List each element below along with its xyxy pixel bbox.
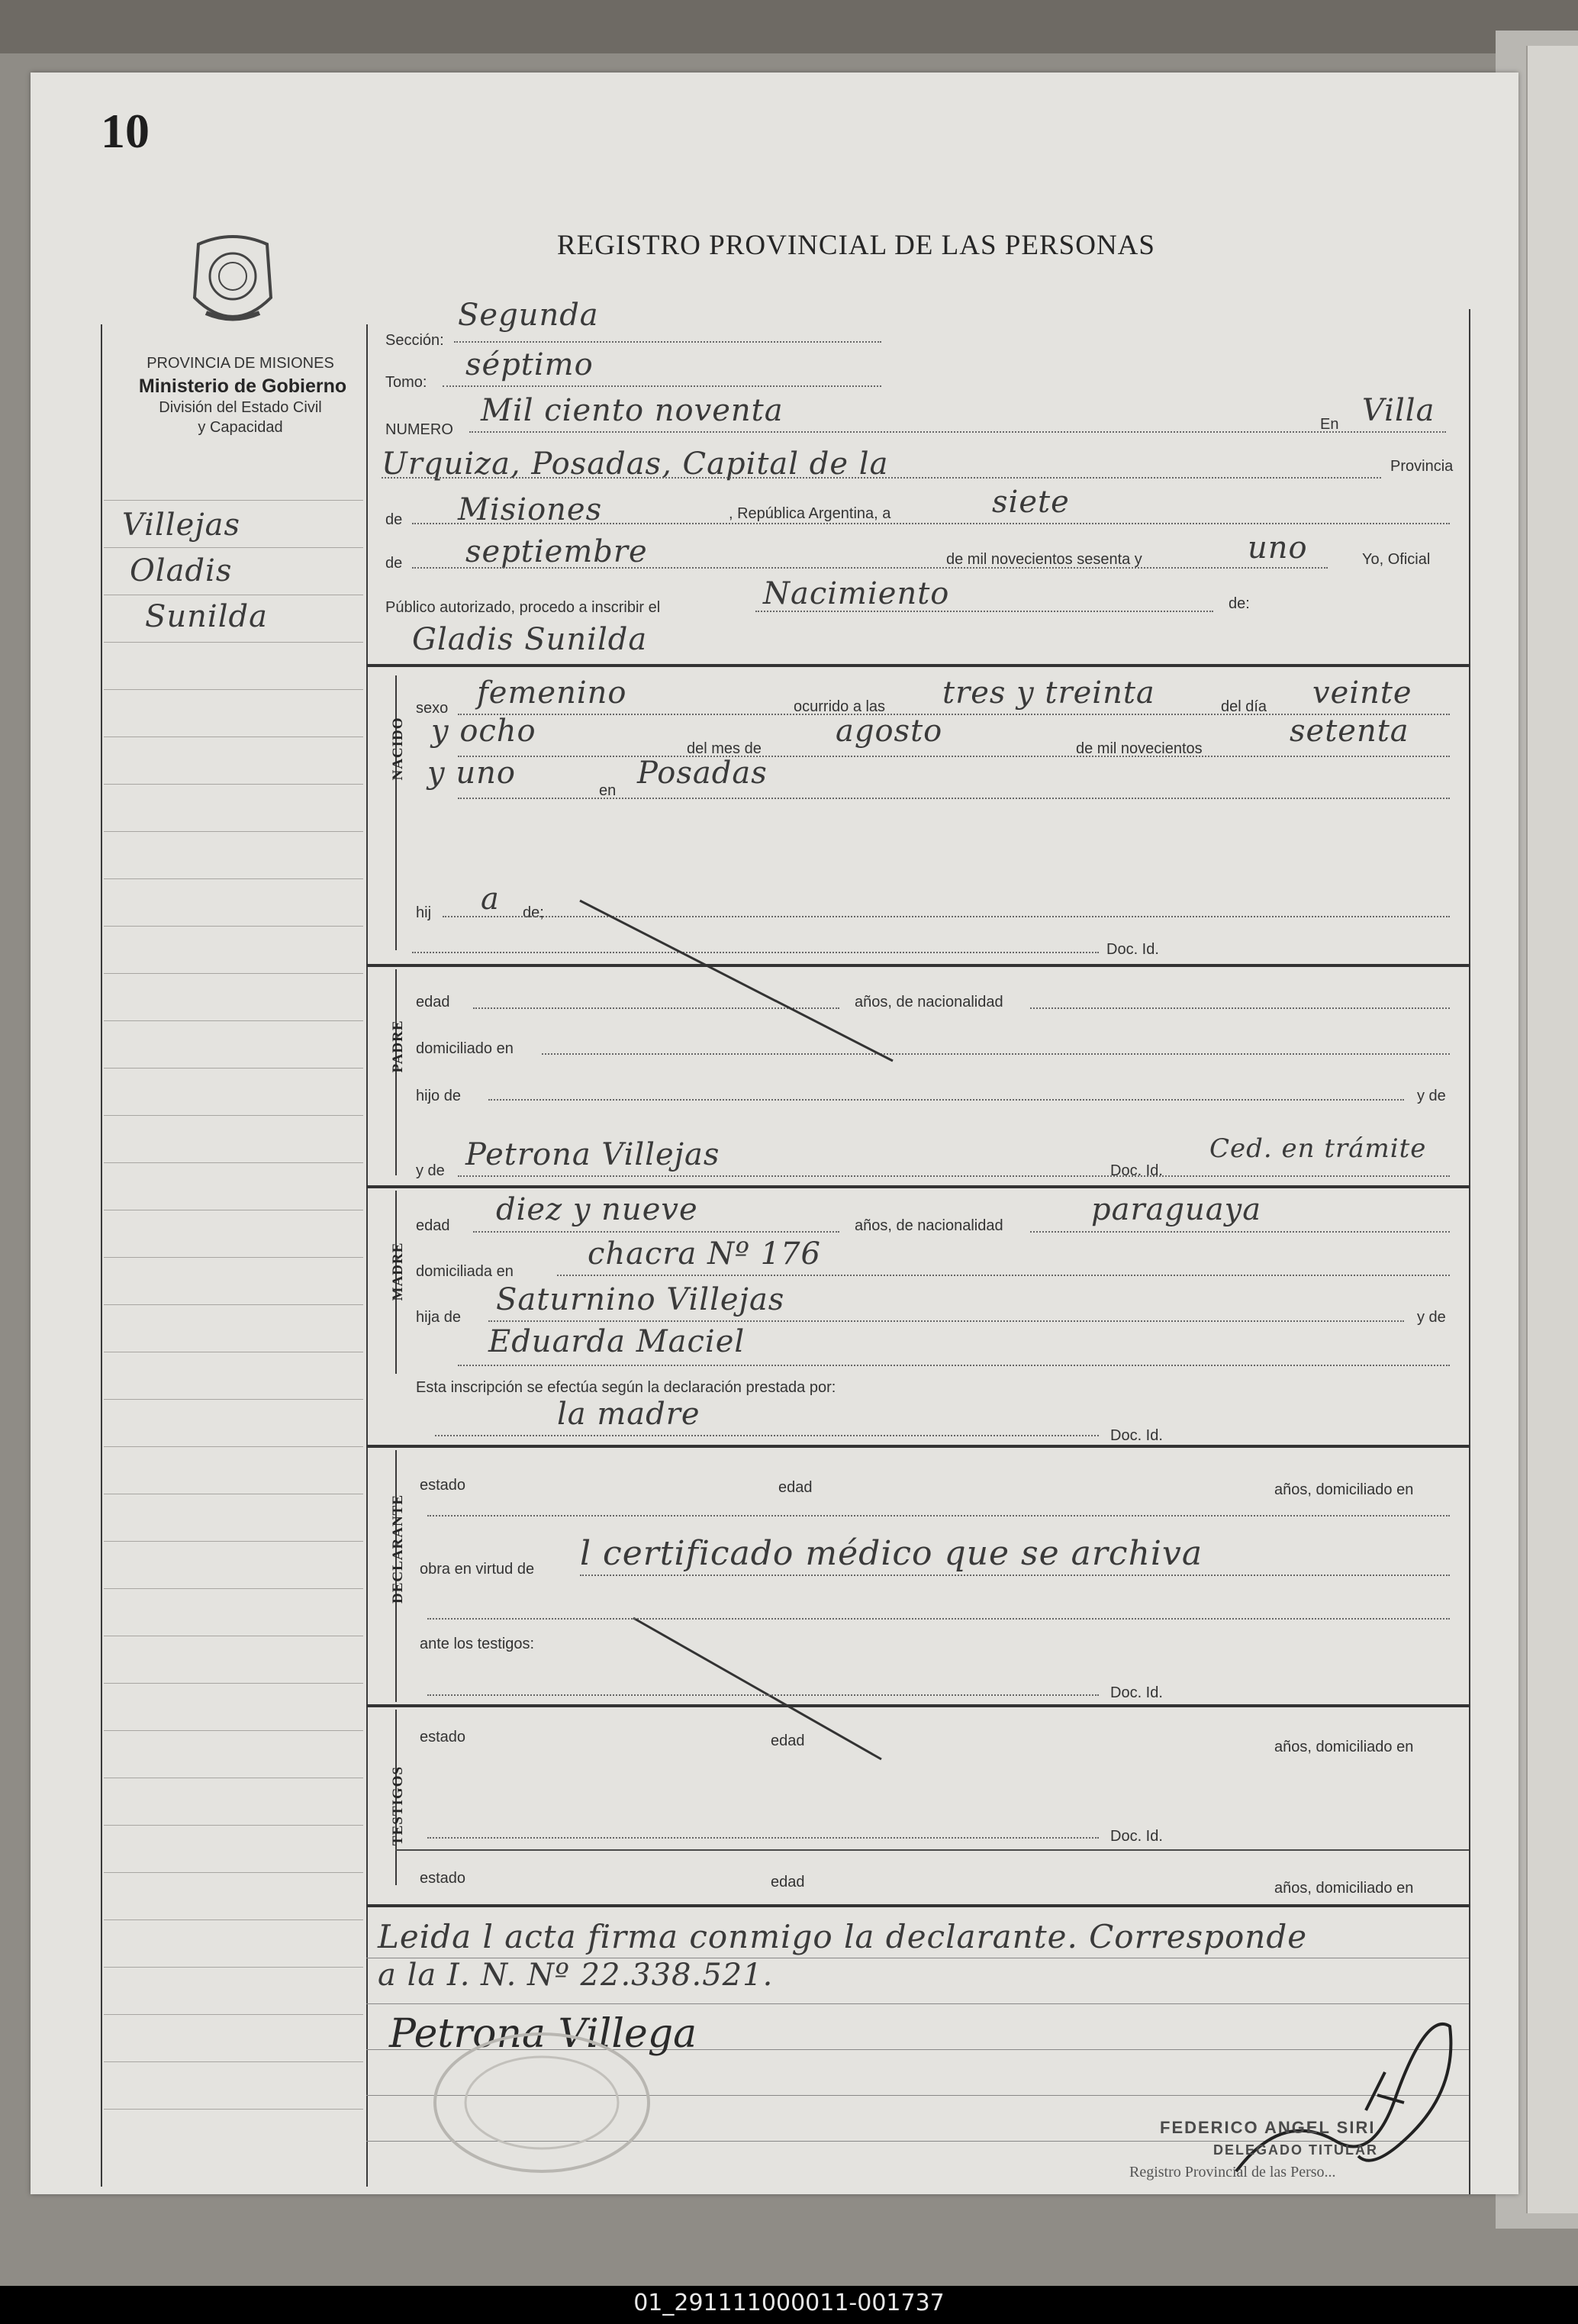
label-edad-madre: edad: [416, 1217, 450, 1234]
label-publico: Público autorizado, procedo a inscribir el: [385, 599, 661, 616]
label-inscripcion: Esta inscripción se efectúa según la declaración prestada por:: [416, 1379, 836, 1396]
label-estado-testigo-1: estado: [420, 1729, 466, 1745]
official-seal-icon: [427, 2026, 656, 2179]
label-numero: NUMERO: [385, 421, 453, 438]
header-province: PROVINCIA DE MISIONES: [147, 355, 334, 372]
dots-nac-madre: [1030, 1231, 1450, 1233]
stamp-name: FEDERICO ANGEL SIRI: [1160, 2118, 1376, 2137]
value-nombre: Gladis Sunilda: [412, 622, 648, 657]
label-hij: hij: [416, 904, 432, 921]
dots-estado-declarante: [427, 1515, 1450, 1517]
label-edad-testigo-1: edad: [771, 1733, 805, 1749]
page-number: 10: [101, 104, 150, 158]
label-domiciliado-padre: domiciliado en: [416, 1040, 514, 1057]
value-anio-nac-2: y uno: [427, 756, 516, 791]
dots-hija-de: [488, 1320, 1404, 1322]
value-hora: tres y treinta: [942, 675, 1155, 711]
label-de-mil: de mil novecientos sesenta y: [946, 551, 1142, 568]
value-tomo: séptimo: [465, 347, 594, 382]
value-seccion: Segunda: [458, 298, 599, 333]
dots-madre-nombre: [458, 1175, 1450, 1177]
value-dia-nac-2: y ocho: [431, 714, 536, 749]
dots-dom-madre: [557, 1275, 1450, 1276]
value-mes-nac: agosto: [836, 714, 943, 749]
value-nota-1: Leida l acta firma conmigo la declarante. Corresponde: [378, 1918, 1308, 1955]
label-hija-de: hija de: [416, 1309, 461, 1326]
value-madre-nac: paraguaya: [1091, 1192, 1262, 1227]
header-division-2: y Capacidad: [198, 419, 283, 436]
rule-testigo-1: [395, 1849, 1469, 1851]
label-de-1: de: [385, 511, 403, 528]
margin-note-name-2: Sunilda: [145, 599, 268, 634]
rule-declarante: [366, 1704, 1469, 1707]
value-obra: l certificado médico que se archiva: [580, 1534, 1203, 1573]
value-provincia: Misiones: [458, 492, 603, 527]
binding-shadow: [0, 0, 1578, 53]
margin-note-surname: Villejas: [122, 508, 241, 543]
section-declarante: DECLARANTE: [390, 1494, 406, 1604]
dots-testigo-1: [427, 1837, 1099, 1839]
label-y-de-madre: y de: [416, 1162, 445, 1179]
label-anos-madre: años, de nacionalidad: [855, 1217, 1003, 1234]
section-nacido: NACIDO: [390, 717, 406, 781]
section-madre: MADRE: [390, 1242, 406, 1301]
label-doc-id-madre: Doc. Id.: [1110, 1162, 1163, 1179]
value-anio: uno: [1248, 530, 1308, 566]
label-doc-id-ante: Doc. Id.: [1110, 1684, 1163, 1701]
label-doc-id-1: Doc. Id.: [1106, 941, 1159, 958]
value-mes: septiembre: [465, 534, 648, 569]
label-de-semi: de;: [523, 904, 544, 921]
label-en-2: en: [599, 782, 617, 799]
label-de-2: de: [385, 555, 403, 572]
register-page: [31, 73, 1518, 2194]
label-anos-padre: años, de nacionalidad: [855, 994, 1003, 1011]
label-domiciliada: domiciliada en: [416, 1263, 514, 1280]
header-ministry: Ministerio de Gobierno: [138, 376, 347, 397]
page-title: REGISTRO PROVINCIAL DE LAS PERSONAS: [557, 230, 1155, 261]
page-stack-edge-inner: [1526, 46, 1578, 2213]
label-del-mes: del mes de: [687, 740, 762, 757]
value-madre-padre: Saturnino Villejas: [496, 1282, 785, 1317]
section-testigos: TESTIGOS: [390, 1765, 406, 1846]
value-hij: a: [481, 882, 500, 917]
label-ocurrido: ocurrido a las: [794, 698, 886, 715]
label-hijo-de-padre: hijo de: [416, 1088, 461, 1104]
value-acto: Nacimiento: [763, 576, 950, 611]
label-obra: obra en virtud de: [420, 1561, 535, 1578]
label-doc-id-declarante: Doc. Id.: [1110, 1427, 1163, 1444]
section-padre: PADRE: [390, 1020, 406, 1073]
label-en: En: [1320, 416, 1339, 433]
dots-madre-madre: [458, 1365, 1450, 1366]
label-de-colon: de:: [1229, 595, 1250, 612]
label-doc-id-testigo-1: Doc. Id.: [1110, 1828, 1163, 1845]
value-declarante: la madre: [557, 1397, 700, 1432]
label-republica: , República Argentina, a: [729, 505, 891, 522]
label-yo-oficial: Yo, Oficial: [1362, 551, 1431, 568]
footer-id: 01_291111000011-001737: [633, 2290, 945, 2316]
value-madre-madre: Eduarda Maciel: [488, 1324, 746, 1359]
label-ante: ante los testigos:: [420, 1636, 535, 1652]
rule-madre: [366, 1445, 1469, 1448]
label-y-de-padre: y de: [1417, 1088, 1446, 1104]
label-tomo: Tomo:: [385, 374, 427, 391]
value-madre-nombre: Petrona Villejas: [465, 1137, 720, 1172]
stamp-role: DELEGADO TITULAR: [1213, 2142, 1378, 2158]
value-sexo: femenino: [477, 675, 627, 711]
dots-ante: [427, 1694, 1099, 1696]
label-de-mil-nov: de mil novecientos: [1076, 740, 1203, 757]
label-seccion: Sección:: [385, 332, 444, 349]
dots-declarante: [435, 1435, 1099, 1436]
label-edad-padre: edad: [416, 994, 450, 1011]
header-division-1: División del Estado Civil: [159, 399, 322, 416]
value-lugar-nac: Posadas: [637, 756, 768, 791]
rule-testigos: [366, 1904, 1469, 1907]
label-estado-declarante: estado: [420, 1477, 466, 1494]
value-nota-2: a la I. N. Nº 22.338.521.: [378, 1958, 774, 1993]
label-edad-testigo-2: edad: [771, 1874, 805, 1890]
label-edad-declarante: edad: [778, 1479, 813, 1496]
value-dia-nac: veinte: [1312, 675, 1412, 711]
label-anos-testigo-2: años, domiciliado en: [1274, 1880, 1414, 1897]
label-sexo: sexo: [416, 700, 449, 717]
value-madre-edad: diez y nueve: [496, 1192, 698, 1227]
dots-obra: [580, 1575, 1450, 1576]
value-lugar: Urquiza, Posadas, Capital de la: [382, 446, 889, 482]
declarant-signature: Petrona Villega: [389, 2011, 697, 2057]
label-anos-declarante: años, domiciliado en: [1274, 1481, 1414, 1498]
value-numero: Mil ciento noventa: [481, 393, 784, 428]
label-provincia: Provincia: [1390, 458, 1454, 475]
label-del-dia: del día: [1221, 698, 1267, 715]
margin-note-name-1: Oladis: [130, 553, 233, 588]
dots-edad-madre: [473, 1231, 839, 1233]
value-dia: siete: [992, 485, 1070, 520]
stamp-office: Registro Provincial de las Perso...: [1129, 2164, 1336, 2181]
dots-obra-2: [427, 1618, 1450, 1620]
label-anos-testigo-1: años, domiciliado en: [1274, 1739, 1414, 1755]
value-en: Villa: [1362, 393, 1435, 428]
value-anio-nac: setenta: [1290, 714, 1409, 749]
label-estado-testigo-2: estado: [420, 1870, 466, 1887]
value-madre-doc: Ced. en trámite: [1209, 1133, 1427, 1164]
rule-padre: [366, 1185, 1469, 1188]
label-y-de-madre-2: y de: [1417, 1309, 1446, 1326]
value-madre-dom: chacra Nº 176: [588, 1236, 821, 1272]
